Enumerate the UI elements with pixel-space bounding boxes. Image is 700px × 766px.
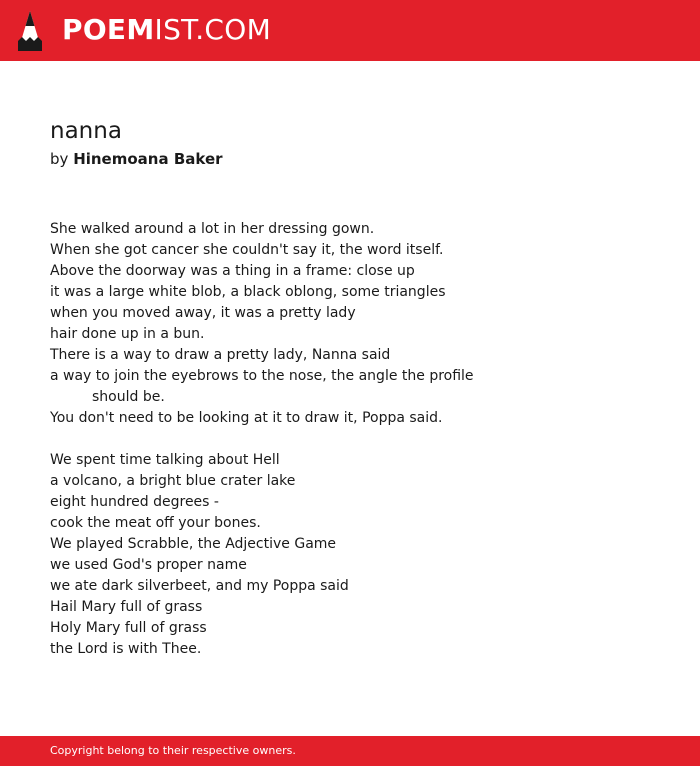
poem-line: we used God's proper name [50, 557, 247, 573]
site-footer [0, 736, 700, 766]
poem-line: Above the doorway was a thing in a frame: close up [50, 263, 415, 279]
poem-line: When she got cancer she couldn't say it, the word itself. [50, 242, 444, 258]
poem-line: We spent time talking about Hell [50, 452, 280, 468]
poem-line: eight hundred degrees - [50, 494, 219, 510]
poem-line: We played Scrabble, the Adjective Game [50, 536, 337, 552]
pencil-icon [18, 11, 42, 51]
poem-author: Hinemoana Baker [73, 150, 223, 168]
poem-line: it was a large white blob, a black oblong, some triangles [50, 284, 446, 300]
poem-line: when you moved away, it was a pretty lady [50, 305, 356, 321]
copyright-text: Copyright belong to their respective owners. [50, 744, 296, 757]
poem-line: a way to join the eyebrows to the nose, the angle the profile [50, 368, 474, 384]
poem-line: we ate dark silverbeet, and my Poppa said [50, 578, 349, 594]
poem-line: She walked around a lot in her dressing gown. [50, 221, 375, 237]
poem-byline [50, 149, 223, 169]
poem-line: There is a way to draw a pretty lady, Nanna said [50, 347, 391, 363]
poem-body [50, 219, 474, 660]
poem-line: hair done up in a bun. [50, 326, 205, 342]
poem-title: nanna [50, 118, 122, 144]
site-header [0, 0, 700, 61]
poem-line: cook the meat off your bones. [50, 515, 261, 531]
poem-line: Hail Mary full of grass [50, 599, 203, 615]
poem-line: the Lord is with Thee. [50, 641, 202, 657]
logo-light-text: IST.COM [154, 13, 272, 46]
logo-bold-text: POEM [62, 13, 155, 46]
by-label: by [50, 150, 69, 168]
stanza-break [50, 429, 474, 450]
poem-line: You don't need to be looking at it to draw it, Poppa said. [50, 410, 443, 426]
poem-line: should be. [92, 389, 165, 405]
poem-line: a volcano, a bright blue crater lake [50, 473, 296, 489]
poem-line: Holy Mary full of grass [50, 620, 207, 636]
site-logo-text [62, 12, 271, 48]
